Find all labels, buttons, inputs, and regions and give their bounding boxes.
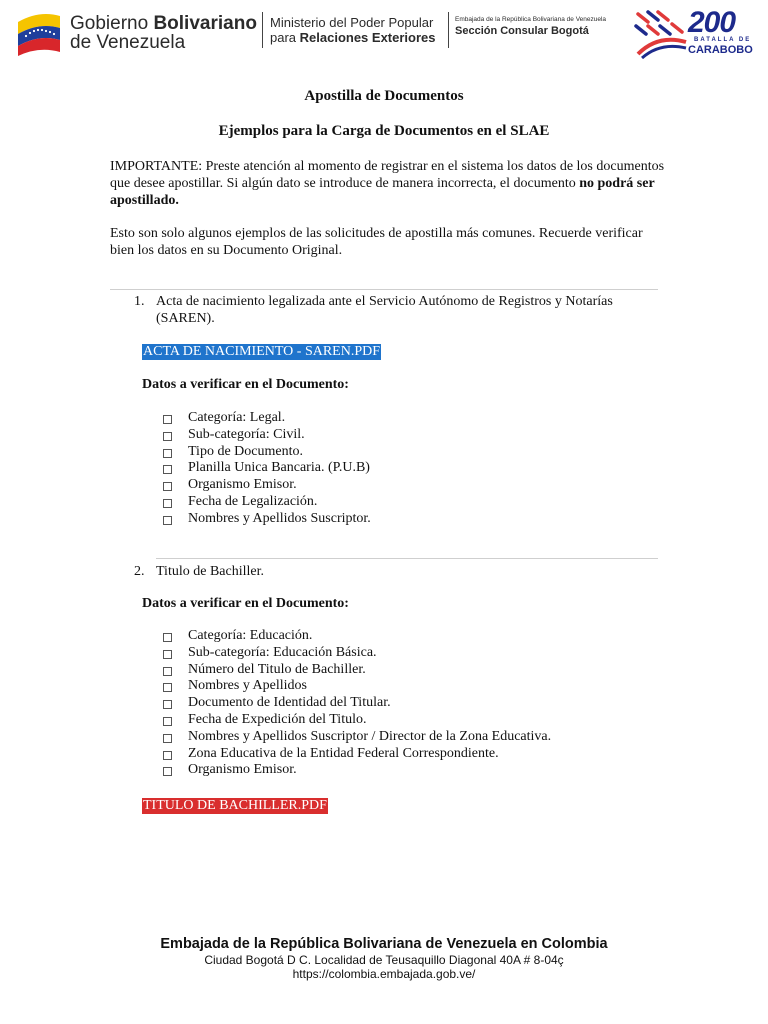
batalla-number: 200 (688, 6, 736, 39)
checkbox-bullet-icon (163, 767, 172, 776)
checkbox-bullet-icon (163, 751, 172, 760)
checkbox-bullet-icon (163, 667, 172, 676)
examples-note: Esto son solo algunos ejemplos de las solicitudes de apostilla más comunes. Recuerde verificar bien los datos en su Documento Original. (110, 226, 643, 258)
header-divider (448, 12, 449, 48)
batalla-carabobo-logo (632, 8, 756, 60)
checkbox-bullet-icon (163, 734, 172, 743)
section-heading: Datos a verificar en el Documento: (142, 377, 349, 392)
checkbox-bullet-icon (163, 683, 172, 692)
list-item: Organismo Emisor. (162, 477, 371, 494)
acta-nacimiento-pdf-link[interactable]: ACTA DE NACIMIENTO - SAREN.PDF (143, 344, 381, 359)
section-heading: Datos a verificar en el Documento: (142, 596, 349, 611)
list-item: Documento de Identidad del Titular. (162, 695, 551, 712)
gobierno-bolivariano-wordmark: Gobierno Bolivariano de Venezuela (70, 13, 257, 53)
document-title: Apostilla de Documentos (304, 88, 464, 104)
list-item: Nombres y Apellidos Suscriptor. (162, 511, 371, 528)
checklist-titulo (162, 628, 551, 779)
venezuela-flag-logo-icon (14, 8, 64, 58)
checkbox-bullet-icon (163, 700, 172, 709)
checkbox-bullet-icon (163, 516, 172, 525)
checkbox-bullet-icon (163, 432, 172, 441)
list-item: Tipo de Documento. (162, 444, 371, 461)
ministerio-wordmark: Ministerio del Poder Popular para Relaciones Exteriores (270, 15, 436, 45)
checkbox-bullet-icon (163, 415, 172, 424)
header-divider (262, 12, 263, 48)
footer-address: Ciudad Bogotá D C. Localidad de Teusaquillo Diagonal 40A # 8-04ç (204, 953, 564, 967)
list-item: Categoría: Educación. (162, 628, 551, 645)
list-item: Sub-categoría: Educación Básica. (162, 645, 551, 662)
checkbox-bullet-icon (163, 482, 172, 491)
list-item: Sub-categoría: Civil. (162, 427, 371, 444)
checkbox-bullet-icon (163, 633, 172, 642)
list-item: Planilla Unica Bancaria. (P.U.B) (162, 460, 371, 477)
checkbox-bullet-icon (163, 449, 172, 458)
important-notice: IMPORTANTE: Preste atención al momento de registrar en el sistema los datos de los documentos que desee apostillar. Si algún dato se introduce de manera incorrecta, el documento no podrá ser apostillado. (110, 159, 665, 208)
list-item: Nombres y Apellidos Suscriptor / Director de la Zona Educativa. (162, 729, 551, 746)
page-header (0, 0, 768, 64)
batalla-carabobo-text: CARABOBO (688, 44, 753, 56)
checkbox-bullet-icon (163, 717, 172, 726)
checklist-acta (162, 410, 371, 528)
list-item: Categoría: Legal. (162, 410, 371, 427)
section-divider (156, 558, 658, 559)
list-item: Número del Titulo de Bachiller. (162, 662, 551, 679)
list-item: Zona Educativa de la Entidad Federal Correspondiente. (162, 746, 551, 763)
list-item: Organismo Emisor. (162, 762, 551, 779)
checkbox-bullet-icon (163, 650, 172, 659)
batalla-carabobo-emblem-icon (632, 8, 690, 60)
list-item: Nombres y Apellidos (162, 678, 551, 695)
checkbox-bullet-icon (163, 465, 172, 474)
list-item: Fecha de Legalización. (162, 494, 371, 511)
footer-website-link[interactable]: https://colombia.embajada.gob.ve/ (292, 967, 476, 981)
document-subtitle: Ejemplos para la Carga de Documentos en el SLAE (218, 123, 550, 139)
checkbox-bullet-icon (163, 499, 172, 508)
section-divider (110, 289, 658, 290)
footer-embassy-name: Embajada de la República Bolivariana de Venezuela en Colombia (160, 936, 608, 952)
list-item: Fecha de Expedición del Titulo. (162, 712, 551, 729)
titulo-bachiller-pdf-link[interactable]: TITULO DE BACHILLER.PDF (143, 798, 327, 813)
batalla-subtitle: BATALLA DE (694, 37, 752, 43)
seccion-consular-wordmark: Embajada de la República Bolivariana de Venezuela Sección Consular Bogotá (455, 16, 607, 37)
